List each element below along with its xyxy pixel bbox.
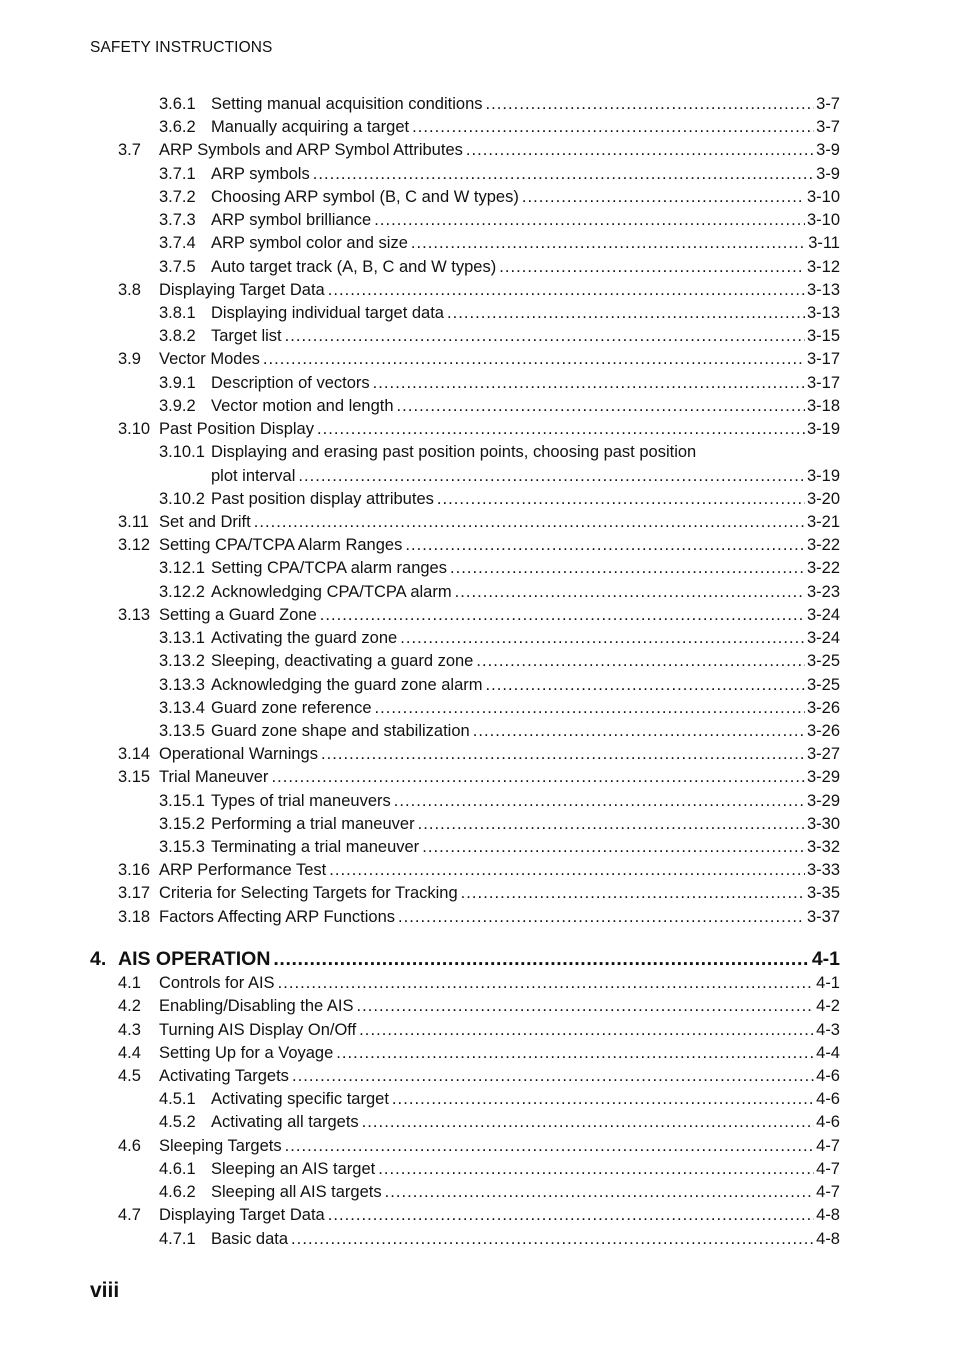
toc-entry-page: 3-15	[806, 327, 840, 346]
toc-dot-leader	[455, 582, 805, 602]
toc-entry-title: Operational Warnings	[159, 745, 318, 764]
toc-entry-page: 4-7	[816, 1159, 840, 1178]
toc-dot-leader	[522, 187, 805, 207]
toc-entry-number: 4.5.2	[159, 1113, 196, 1132]
toc-dot-leader	[328, 1205, 814, 1225]
toc-dot-leader	[486, 675, 805, 695]
toc-entry-title: ARP Symbols and ARP Symbol Attributes	[159, 141, 463, 160]
toc-entry[interactable]	[159, 210, 840, 230]
toc-entry-page: 3-33	[806, 861, 840, 880]
toc-entry-number: 3.10.1	[159, 443, 205, 462]
toc-entry-title: Activating all targets	[211, 1113, 359, 1132]
toc-entry-page: 3-18	[806, 396, 840, 415]
toc-chapter-entry[interactable]	[90, 947, 840, 971]
toc-entry-number: 3.8.1	[159, 303, 196, 322]
toc-entry-number: 3.9.2	[159, 396, 196, 415]
toc-dot-leader	[336, 1043, 814, 1063]
toc-dot-leader	[437, 489, 805, 509]
toc-entry[interactable]	[118, 1066, 840, 1086]
toc-dot-leader	[466, 140, 814, 160]
toc-entry-title: Sleeping all AIS targets	[211, 1183, 382, 1202]
toc-entry-title: ARP symbols	[211, 164, 310, 183]
toc-entry[interactable]	[118, 907, 840, 927]
toc-entry[interactable]	[159, 651, 840, 671]
toc-dot-leader	[476, 651, 805, 671]
toc-entry-number: 3.7.5	[159, 257, 196, 276]
toc-dot-leader	[374, 210, 805, 230]
toc-entry[interactable]	[159, 442, 840, 462]
toc-entry-title: Displaying Target Data	[159, 280, 325, 299]
toc-entry-page: 3-7	[816, 95, 840, 113]
toc-entry-number: 4.6.2	[159, 1183, 196, 1202]
toc-entry[interactable]	[118, 512, 840, 532]
toc-entry-title: Displaying individual target data	[211, 303, 444, 322]
toc-entry-page: 3-19	[806, 466, 840, 485]
toc-entry[interactable]	[159, 814, 840, 834]
toc-entry-title: Choosing ARP symbol (B, C and W types)	[211, 187, 519, 206]
toc-dot-leader	[278, 973, 815, 993]
toc-dot-leader	[356, 996, 814, 1016]
toc-entry-title: Controls for AIS	[159, 974, 275, 993]
toc-entry-title: ARP symbol brilliance	[211, 211, 372, 230]
toc-entry-page: 3-20	[806, 489, 840, 508]
toc-dot-leader	[405, 535, 805, 555]
toc-entry[interactable]	[159, 233, 840, 253]
toc-entry-page: 3-13	[806, 303, 840, 322]
toc-dot-leader	[486, 94, 815, 114]
toc-entry[interactable]	[159, 1089, 840, 1109]
toc-dot-leader	[394, 791, 805, 811]
toc-entry-title: Displaying and erasing past position points, choosing past position	[211, 443, 697, 462]
toc-dot-leader	[362, 1112, 814, 1132]
toc-entry-number: 3.12	[118, 536, 151, 555]
toc-entry-number: 3.7.2	[159, 187, 196, 206]
toc-dot-leader	[412, 117, 814, 137]
toc-entry[interactable]	[159, 257, 840, 277]
toc-dot-leader	[450, 558, 805, 578]
toc-entry-page: 3-24	[806, 605, 840, 624]
toc-entry-number: 4.2	[118, 997, 141, 1016]
toc-dot-leader	[385, 1182, 815, 1202]
toc-entry-number: 3.16	[118, 861, 151, 880]
toc-entry-number: 4.1	[118, 974, 141, 993]
running-header: SAFETY INSTRUCTIONS	[90, 39, 273, 56]
toc-dot-leader	[320, 605, 805, 625]
toc-entry-title: Criteria for Selecting Targets for Tracking	[159, 884, 458, 903]
toc-entry[interactable]	[159, 117, 840, 137]
toc-entry-number: 3.7.4	[159, 234, 196, 253]
toc-dot-leader	[263, 349, 805, 369]
toc-entry-title: Vector motion and length	[211, 396, 394, 415]
toc-entry[interactable]	[159, 698, 840, 718]
toc-entry-title: Setting CPA/TCPA Alarm Ranges	[159, 536, 403, 555]
toc-entry-page: 3-24	[806, 629, 840, 648]
toc-entry-title: Displaying Target Data	[159, 1206, 325, 1225]
toc-entry-number: 3.17	[118, 884, 151, 903]
toc-entry-number: 3.13.2	[159, 652, 205, 671]
toc-entry[interactable]	[118, 996, 840, 1016]
toc-entry-page: 3-22	[806, 536, 840, 555]
toc-entry-page: 3-27	[806, 745, 840, 764]
toc-entry-page: 4-3	[816, 1020, 840, 1039]
toc-entry[interactable]	[118, 973, 840, 993]
toc-entry[interactable]	[118, 605, 840, 625]
toc-dot-leader	[291, 1229, 814, 1249]
toc-entry-page: 3-19	[806, 420, 840, 439]
toc-dot-leader	[375, 698, 805, 718]
toc-entry[interactable]	[118, 767, 840, 787]
toc-dot-leader	[359, 1020, 814, 1040]
toc-entry-page: 4-8	[816, 1229, 840, 1248]
toc-entry-number: 3.15.3	[159, 838, 205, 857]
toc-dot-leader	[329, 860, 805, 880]
toc-dot-leader	[447, 303, 805, 323]
toc-entry[interactable]	[118, 419, 840, 439]
toc-entry-page: 3-17	[806, 350, 840, 369]
toc-entry-number: 3.14	[118, 745, 151, 764]
toc-entry-number: 3.9	[118, 350, 141, 369]
toc-dot-leader	[400, 628, 805, 648]
toc-entry-page: 4-8	[816, 1206, 840, 1225]
toc-entry-title: Performing a trial maneuver	[211, 814, 415, 833]
toc-dot-leader	[411, 233, 806, 253]
toc-entry-number: 4.	[90, 947, 107, 970]
toc-entry-number: 3.13.4	[159, 698, 205, 717]
toc-entry-page: 3-11	[808, 234, 840, 253]
toc-entry-page: 4-7	[816, 1183, 840, 1202]
toc-entry-page: 3-10	[806, 187, 840, 206]
toc-entry-number: 3.15.1	[159, 791, 205, 810]
toc-entry-number: 4.5.1	[159, 1090, 196, 1109]
toc-entry-title: AIS OPERATION	[118, 947, 271, 970]
toc-entry[interactable]	[118, 349, 840, 369]
toc-entry-page: 3-17	[806, 373, 840, 392]
toc-dot-leader	[373, 373, 805, 393]
toc-entry[interactable]	[159, 187, 840, 207]
toc-dot-leader	[313, 164, 814, 184]
toc-entry-number: 3.10	[118, 420, 151, 439]
toc-entry-number: 3.8	[118, 280, 141, 299]
toc-entry[interactable]	[118, 140, 840, 160]
toc-dot-leader	[317, 419, 805, 439]
toc-entry-title: Set and Drift	[159, 512, 251, 531]
toc-entry-title: Guard zone shape and stabilization	[211, 721, 470, 740]
toc-entry-page: 3-23	[806, 582, 840, 601]
toc-entry-title: Setting Up for a Voyage	[159, 1043, 334, 1062]
toc-entry-number: 3.6.2	[159, 118, 196, 137]
toc-entry-page: 4-6	[816, 1113, 840, 1132]
toc-entry[interactable]	[118, 1205, 840, 1225]
toc-entry[interactable]	[159, 326, 840, 346]
toc-entry-title: Sleeping an AIS target	[211, 1159, 376, 1178]
toc-entry-title: Activating specific target	[211, 1090, 389, 1109]
toc-entry-title: Trial Maneuver	[159, 768, 269, 787]
toc-entry-number: 3.13.5	[159, 721, 205, 740]
toc-entry-page: 4-2	[816, 997, 840, 1016]
toc-entry-page: 3-26	[806, 698, 840, 717]
toc-entry-number: 4.4	[118, 1043, 141, 1062]
toc-entry-page: 3-29	[806, 791, 840, 810]
toc-entry-title: Auto target track (A, B, C and W types)	[211, 257, 497, 276]
toc-entry[interactable]	[159, 489, 840, 509]
toc-entry[interactable]	[159, 466, 840, 486]
toc-dot-leader	[461, 883, 805, 903]
toc-entry[interactable]	[159, 94, 840, 114]
toc-entry-number: 3.10.2	[159, 489, 205, 508]
toc-entry-number: 4.7	[118, 1206, 141, 1225]
toc-entry-number: 4.7.1	[159, 1229, 196, 1248]
toc-dot-leader	[422, 837, 805, 857]
toc-entry-number: 4.6.1	[159, 1159, 196, 1178]
toc-entry-title: plot interval	[211, 466, 296, 485]
toc-entry-number: 4.6	[118, 1136, 141, 1155]
toc-entry-page: 4-1	[811, 947, 840, 970]
toc-dot-leader	[397, 396, 805, 416]
toc-entry-title: Guard zone reference	[211, 698, 372, 717]
page-number: viii	[90, 1279, 120, 1302]
toc-entry-page: 4-6	[816, 1090, 840, 1109]
toc-entry[interactable]	[118, 744, 840, 764]
toc-entry-title: Past position display attributes	[211, 489, 434, 508]
toc-entry-title: Basic data	[211, 1229, 289, 1248]
toc-entry[interactable]	[159, 303, 840, 323]
toc-entry-title: Terminating a trial maneuver	[211, 838, 420, 857]
toc-dot-leader	[298, 466, 805, 486]
toc-dot-leader	[499, 257, 805, 277]
toc-entry-number: 3.13.1	[159, 629, 205, 648]
toc-dot-leader	[328, 280, 805, 300]
toc-dot-leader	[271, 767, 805, 787]
toc-entry-title: Target list	[211, 327, 282, 346]
toc-entry[interactable]	[118, 280, 840, 300]
toc-entry[interactable]	[159, 164, 840, 184]
toc-entry-title: Sleeping, deactivating a guard zone	[211, 652, 474, 671]
toc-entry-number: 4.5	[118, 1067, 141, 1086]
toc-dot-leader	[285, 326, 805, 346]
toc-entry-title: Setting CPA/TCPA alarm ranges	[211, 559, 447, 578]
toc-entry-number: 3.15	[118, 768, 151, 787]
toc-entry[interactable]	[159, 396, 840, 416]
toc-entry-number: 3.11	[118, 512, 149, 531]
toc-entry-number: 3.7.3	[159, 211, 196, 230]
toc-entry-title: Acknowledging CPA/TCPA alarm	[211, 582, 452, 601]
toc-dot-leader	[285, 1136, 815, 1156]
toc-entry-page: 4-4	[816, 1043, 840, 1062]
toc-entry[interactable]	[118, 1136, 840, 1156]
toc-entry-number: 3.13	[118, 605, 151, 624]
toc-entry-page: 3-13	[806, 280, 840, 299]
toc-entry-number: 3.8.2	[159, 327, 196, 346]
toc-entry-page: 4-7	[816, 1136, 840, 1155]
toc-entry-title: Sleeping Targets	[159, 1136, 282, 1155]
toc-entry-page: 3-25	[806, 675, 840, 694]
toc-dot-leader	[392, 1089, 814, 1109]
toc-entry[interactable]	[159, 1112, 840, 1132]
toc-entry-page: 3-32	[806, 838, 840, 857]
toc-entry-page: 3-12	[806, 257, 840, 276]
toc-dot-leader	[321, 744, 805, 764]
toc-entry-title: Acknowledging the guard zone alarm	[211, 675, 483, 694]
toc-entry[interactable]	[159, 582, 840, 602]
toc-entry-title: Vector Modes	[159, 350, 260, 369]
toc-entry[interactable]	[159, 373, 840, 393]
toc-entry-page: 3-30	[806, 814, 840, 833]
toc-entry-page: 3-9	[816, 164, 840, 183]
toc-entry-number: 3.12.1	[159, 559, 205, 578]
toc-entry-page: 3-37	[806, 907, 840, 926]
toc-entry-title: Past Position Display	[159, 420, 314, 439]
toc-entry-page: 3-35	[806, 884, 840, 903]
toc-entry-title: Factors Affecting ARP Functions	[159, 907, 396, 926]
toc-entry[interactable]	[159, 628, 840, 648]
toc-entry[interactable]	[159, 721, 840, 741]
toc-dot-leader	[398, 907, 805, 927]
toc-entry-number: 3.13.3	[159, 675, 205, 694]
toc-entry-number: 3.15.2	[159, 814, 205, 833]
toc-entry[interactable]	[159, 1159, 840, 1179]
toc-dot-leader	[254, 512, 805, 532]
toc-entry-title: Activating Targets	[159, 1067, 289, 1086]
toc-entry-number: 3.6.1	[159, 95, 196, 113]
toc-entry[interactable]	[159, 1182, 840, 1202]
toc-entry-title: ARP symbol color and size	[211, 234, 408, 253]
toc-entry-title: Enabling/Disabling the AIS	[159, 997, 354, 1016]
toc-entry-title: ARP Performance Test	[159, 861, 327, 880]
toc-entry-page: 4-6	[816, 1067, 840, 1086]
toc-entry-title: Turning AIS Display On/Off	[159, 1020, 357, 1039]
toc-entry-title: Types of trial maneuvers	[211, 791, 391, 810]
toc-entry[interactable]	[159, 675, 840, 695]
toc-entry-number: 3.12.2	[159, 582, 205, 601]
toc-entry-number: 3.9.1	[159, 373, 196, 392]
toc-entry[interactable]	[118, 860, 840, 880]
toc-entry-page: 4-1	[816, 974, 840, 993]
toc-entry[interactable]	[159, 837, 840, 857]
toc-entry-page: 3-21	[806, 512, 840, 531]
toc-dot-leader	[473, 721, 805, 741]
toc-entry-title: Setting a Guard Zone	[159, 605, 317, 624]
toc-entry-page: 3-26	[806, 721, 840, 740]
toc-entry[interactable]	[118, 1043, 840, 1063]
toc-entry-number: 3.7	[118, 141, 141, 160]
toc-entry-page: 3-7	[816, 118, 840, 137]
toc-entry-title: Description of vectors	[211, 373, 370, 392]
toc-entry-page: 3-25	[806, 652, 840, 671]
toc-dot-leader	[418, 814, 805, 834]
toc-entry-page: 3-10	[806, 211, 840, 230]
toc-entry-number: 3.7.1	[159, 164, 196, 183]
toc-dot-leader	[378, 1159, 814, 1179]
toc-entry-page: 3-9	[816, 141, 840, 160]
toc-entry[interactable]	[159, 1229, 840, 1249]
toc-entry[interactable]	[118, 535, 840, 555]
toc-entry[interactable]	[159, 791, 840, 811]
toc-entry[interactable]	[118, 883, 840, 903]
toc-entry-page: 3-22	[806, 559, 840, 578]
toc-entry[interactable]	[118, 1020, 840, 1040]
toc-entry-number: 4.3	[118, 1020, 141, 1039]
toc-entry-page: 3-29	[806, 768, 840, 787]
toc-entry-title: Setting manual acquisition conditions	[211, 95, 483, 113]
toc-dot-leader	[273, 947, 809, 971]
toc-entry-title: Activating the guard zone	[211, 629, 398, 648]
toc-entry-title: Manually acquiring a target	[211, 118, 410, 137]
toc-dot-leader	[292, 1066, 814, 1086]
toc-entry[interactable]	[159, 558, 840, 578]
toc-entry-number: 3.18	[118, 907, 151, 926]
